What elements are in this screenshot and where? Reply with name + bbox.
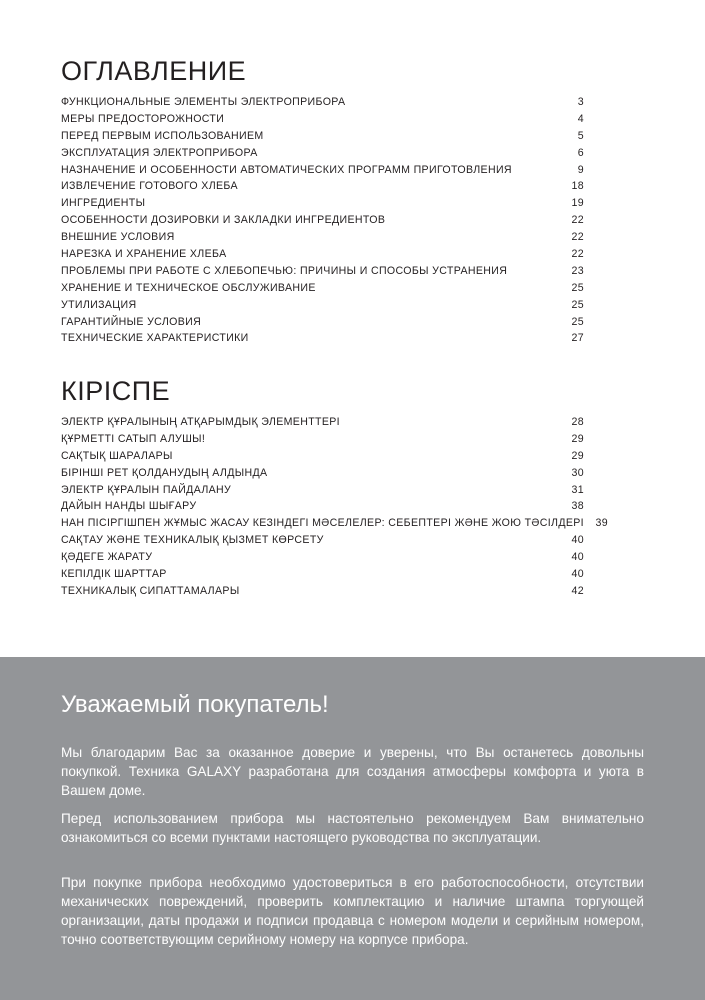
toc-entry-page: 38 xyxy=(571,500,584,513)
toc-entry-page: 3 xyxy=(577,96,584,108)
toc-entry xyxy=(61,113,584,130)
toc-entry-label: ПРОБЛЕМЫ ПРИ РАБОТЕ С ХЛЕБОПЕЧЬЮ: ПРИЧИНЫ И СПОСОБЫ УСТРАНЕНИЯ xyxy=(61,264,508,277)
toc-entry xyxy=(61,231,584,248)
toc-entry-page: 39 xyxy=(595,517,608,530)
table-of-contents-ru xyxy=(61,96,584,349)
toc-entry-label: ВНЕШНИЕ УСЛОВИЯ xyxy=(61,231,175,244)
toc-entry-page: 25 xyxy=(571,315,584,328)
toc-entry-label: САҚТАУ ЖӘНЕ ТЕХНИКАЛЫҚ ҚЫЗМЕТ КӨРСЕТУ xyxy=(61,534,324,547)
toc-entry-page: 28 xyxy=(571,416,584,428)
toc-entry xyxy=(61,248,584,265)
toc-entry-page: 29 xyxy=(571,432,584,445)
toc-entry xyxy=(61,568,584,585)
toc-entry xyxy=(61,484,584,501)
welcome-paragraph: При покупке прибора необходимо удостовериться в его работоспособности, отсутствии механических повреждений, проверить комплектацию и наличие штампа торгующей организации, даты продажи и подписи продавца с номером модели и серийным номером, точно соответствующим серийному номеру на корпусе прибора. xyxy=(61,875,644,947)
toc-entry-page: 9 xyxy=(577,163,584,176)
toc-entry-page: 18 xyxy=(571,180,584,193)
toc-entry-page: 27 xyxy=(571,332,584,345)
toc-entry-label: ИЗВЛЕЧЕНИЕ ГОТОВОГО ХЛЕБА xyxy=(61,180,238,193)
toc-entry-label: МЕРЫ ПРЕДОСТОРОЖНОСТИ xyxy=(61,112,225,125)
toc-entry xyxy=(61,467,584,484)
toc-entry-label: ҚҰРМЕТТІ САТЫП АЛУШЫ! xyxy=(61,432,206,445)
toc-entry xyxy=(61,214,584,231)
toc-entry-label: САҚТЫҚ ШАРАЛАРЫ xyxy=(61,449,173,462)
toc-entry xyxy=(61,180,584,197)
toc-entry xyxy=(61,332,584,349)
toc-entry-label: КЕПІЛДІК ШАРТТАР xyxy=(61,568,167,581)
toc-entry-page: 6 xyxy=(577,146,584,159)
toc-entry xyxy=(61,164,584,181)
toc-entry xyxy=(61,551,584,568)
contents-title-kz: КІРІСПЕ xyxy=(61,376,171,406)
welcome-paragraph: Перед использованием прибора мы настоятельно рекомендуем Вам внимательно ознакомиться со всеми пунктами настоящего руководства по эксплуатации. xyxy=(61,811,644,845)
contents-title-ru: ОГЛАВЛЕНИЕ xyxy=(61,56,247,86)
toc-entry xyxy=(61,147,584,164)
toc-entry xyxy=(61,433,584,450)
toc-entry-page: 5 xyxy=(577,129,584,142)
toc-entry xyxy=(61,500,584,517)
toc-entry-page: 31 xyxy=(571,483,584,496)
toc-entry xyxy=(61,265,584,282)
toc-entry xyxy=(61,316,584,333)
toc-entry xyxy=(61,450,584,467)
toc-entry-label: ПЕРЕД ПЕРВЫМ ИСПОЛЬЗОВАНИЕМ xyxy=(61,129,264,142)
toc-entry-page: 25 xyxy=(571,298,584,311)
toc-entry-label: ЭЛЕКТР ҚҰРАЛЫНЫҢ АТҚАРЫМДЫҚ ЭЛЕМЕНТТЕРІ xyxy=(61,416,340,428)
toc-entry-label: ТЕХНИКАЛЫҚ СИПАТТАМАЛАРЫ xyxy=(61,584,240,597)
toc-entry-label: УТИЛИЗАЦИЯ xyxy=(61,298,137,311)
toc-entry-label: ДАЙЫН НАНДЫ ШЫҒАРУ xyxy=(61,500,197,513)
toc-entry-label: НАЗНАЧЕНИЕ И ОСОБЕННОСТИ АВТОМАТИЧЕСКИХ ПРОГРАММ ПРИГОТОВЛЕНИЯ xyxy=(61,163,512,176)
toc-entry-label: БІРІНШІ РЕТ ҚОЛДАНУДЫҢ АЛДЫНДА xyxy=(61,466,268,479)
toc-entry-page: 42 xyxy=(571,584,584,597)
toc-entry-page: 40 xyxy=(571,534,584,547)
toc-entry xyxy=(61,197,584,214)
toc-entry-label: ХРАНЕНИЕ И ТЕХНИЧЕСКОЕ ОБСЛУЖИВАНИЕ xyxy=(61,281,316,294)
toc-entry-label: ГАРАНТИЙНЫЕ УСЛОВИЯ xyxy=(61,315,202,328)
toc-entry-page: 4 xyxy=(577,112,584,125)
toc-entry xyxy=(61,130,584,147)
toc-entry-page: 30 xyxy=(571,466,584,479)
toc-entry-page: 23 xyxy=(571,264,584,277)
toc-entry-page: 29 xyxy=(571,449,584,462)
toc-entry-label: ОСОБЕННОСТИ ДОЗИРОВКИ И ЗАКЛАДКИ ИНГРЕДИЕНТОВ xyxy=(61,214,386,227)
toc-entry-label: ЭКСПЛУАТАЦИЯ ЭЛЕКТРОПРИБОРА xyxy=(61,146,258,159)
toc-entry-label: ҚӘДЕГЕ ЖАРАТУ xyxy=(61,551,153,564)
toc-entry xyxy=(61,416,584,433)
toc-entry-label: ИНГРЕДИЕНТЫ xyxy=(61,197,146,210)
toc-entry-page: 22 xyxy=(571,248,584,261)
toc-entry xyxy=(61,534,584,551)
toc-entry-label: ТЕХНИЧЕСКИЕ ХАРАКТЕРИСТИКИ xyxy=(61,332,249,345)
toc-entry-page: 22 xyxy=(571,214,584,227)
toc-entry-page: 19 xyxy=(571,197,584,210)
welcome-heading: Уважаемый покупатель! xyxy=(61,691,329,718)
table-of-contents-kz xyxy=(61,416,608,602)
toc-entry-page: 25 xyxy=(571,281,584,294)
toc-entry-page: 22 xyxy=(571,231,584,244)
toc-entry xyxy=(61,585,584,602)
welcome-panel xyxy=(0,657,705,1000)
toc-entry xyxy=(61,517,608,534)
toc-entry-label: ЭЛЕКТР ҚҰРАЛЫН ПАЙДАЛАНУ xyxy=(61,483,232,496)
toc-entry-page: 40 xyxy=(571,568,584,581)
toc-entry xyxy=(61,299,584,316)
welcome-paragraph: Мы благодарим Вас за оказанное доверие и уверены, что Вы останетесь довольны покупкой. Техника GALAXY разработана для создания атмосферы комфорта и уюта в Вашем доме. xyxy=(61,745,644,798)
toc-entry-label: ФУНКЦИОНАЛЬНЫЕ ЭЛЕМЕНТЫ ЭЛЕКТРОПРИБОРА xyxy=(61,96,346,108)
toc-entry-label: НАРЕЗКА И ХРАНЕНИЕ ХЛЕБА xyxy=(61,248,227,261)
toc-entry-label: НАН ПІСІРГІШПЕН ЖҰМЫС ЖАСАУ КЕЗІНДЕГІ МӘСЕЛЕЛЕР: СЕБЕПТЕРІ ЖӘНЕ ЖОЮ ТӘСІЛДЕРІ xyxy=(61,517,584,530)
toc-entry-page: 40 xyxy=(571,551,584,564)
toc-entry xyxy=(61,282,584,299)
toc-entry xyxy=(61,96,584,113)
